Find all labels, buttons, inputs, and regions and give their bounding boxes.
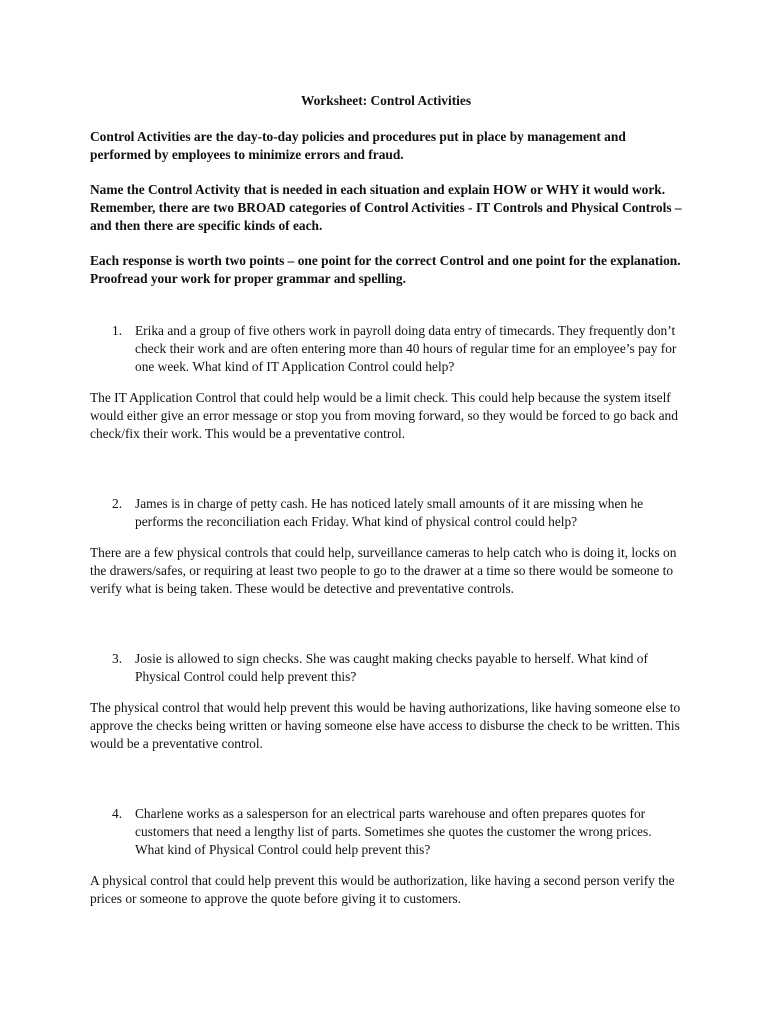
question-1 [90, 322, 682, 376]
answer-4: A physical control that could help prevent this would be authorization, like having a second person verify the prices or someone to approve the quote before giving it to customers. [90, 873, 675, 906]
answer-3: The physical control that would help prevent this would be having authorizations, like having someone else to approve the checks being written or having someone else have access to disburse the check to be written. This would be a preventative control. [90, 700, 681, 751]
intro-instructions: Name the Control Activity that is needed in each situation and explain HOW or WHY it would work. Remember, there are two BROAD categories of Control Activities - IT Controls and Physical Controls – and then there are specific kinds of each. [90, 182, 682, 233]
question-text: Josie is allowed to sign checks. She was caught making checks payable to herself. What kind of Physical Control could help prevent this? [135, 651, 648, 684]
question-2 [90, 495, 682, 531]
question-block-3 [90, 650, 682, 753]
answer-2: There are a few physical controls that could help, surveillance cameras to help catch who is doing it, locks on the drawers/safes, or requiring at least two people to go to the drawer at a time so there would be someone to verify what is being taken. These would be detective and preventative controls. [90, 545, 677, 596]
question-number: 2. [112, 496, 123, 511]
worksheet-title: Worksheet: Control Activities [300, 93, 472, 108]
question-number: 3. [112, 651, 123, 666]
question-text: Erika and a group of five others work in payroll doing data entry of timecards. They frequently don’t check their work and are often entering more than 40 hours of regular time for an employee’s pay for one week. What kind of IT Application Control could help? [135, 323, 677, 374]
question-block-1 [90, 322, 682, 443]
document-page [90, 92, 682, 908]
question-4 [90, 805, 682, 859]
question-text: James is in charge of petty cash. He has noticed lately small amounts of it are missing when he performs the reconciliation each Friday. What kind of physical control could help? [135, 496, 644, 529]
intro-grading: Each response is worth two points – one point for the correct Control and one point for the explanation. Proofread your work for proper grammar and spelling. [90, 253, 681, 286]
question-number: 1. [112, 323, 123, 338]
question-number: 4. [112, 806, 123, 821]
answer-1: The IT Application Control that could help would be a limit check. This could help because the system itself would either give an error message or stop you from moving forward, so they would be forced to go back and check/fix their work. This would be a preventative control. [90, 390, 678, 441]
question-3 [90, 650, 682, 686]
question-text: Charlene works as a salesperson for an electrical parts warehouse and often prepares quotes for customers that need a lengthy list of parts. Sometimes she quotes the customer the wrong prices. What kind of Physical Control could help prevent this? [135, 806, 652, 857]
question-block-2 [90, 495, 682, 598]
question-block-4 [90, 805, 682, 908]
intro-definition: Control Activities are the day-to-day policies and procedures put in place by management and performed by employees to minimize errors and fraud. [90, 129, 626, 162]
